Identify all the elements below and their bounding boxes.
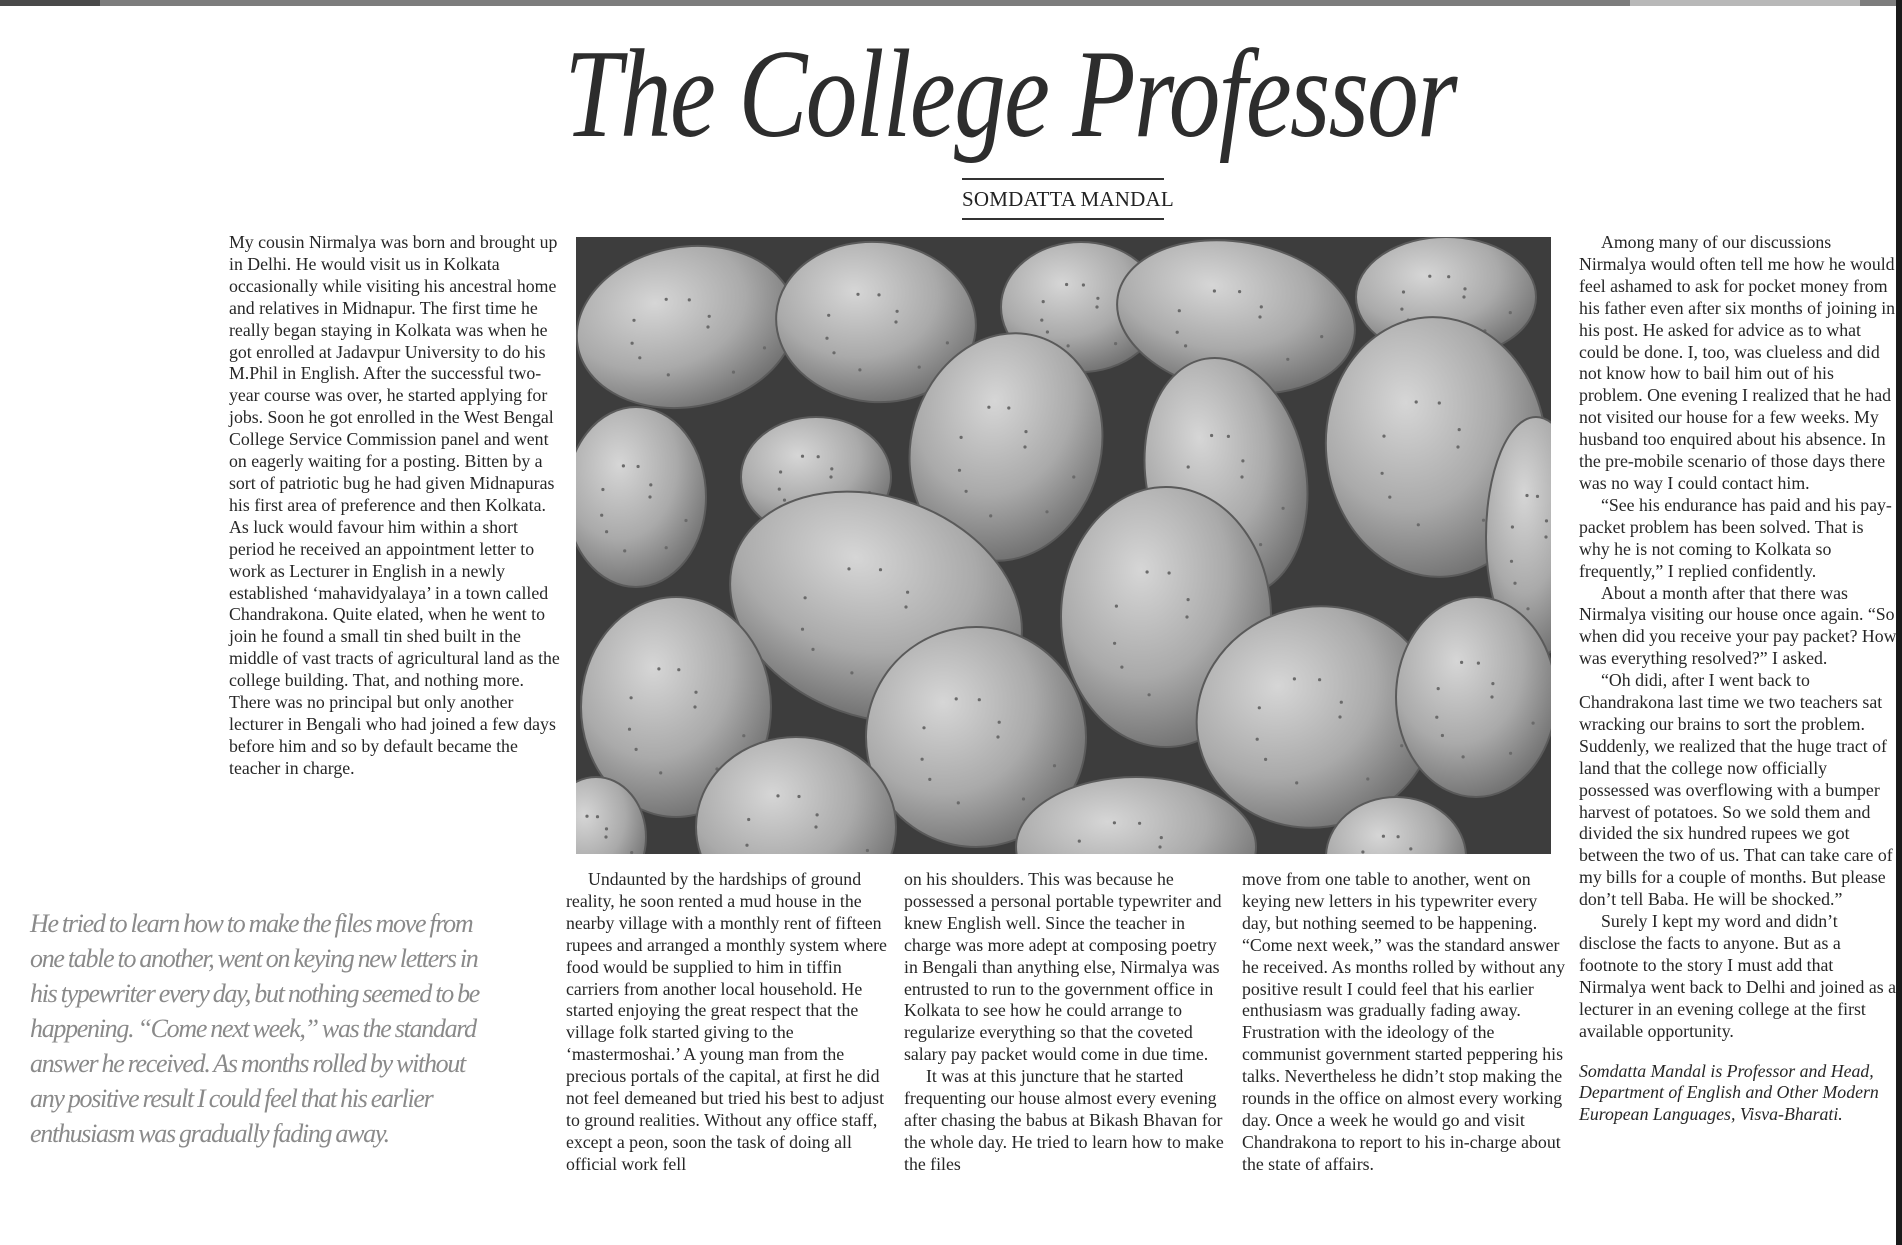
potato-eye — [706, 325, 709, 328]
potato-eye — [783, 499, 786, 502]
potato-eye — [1509, 752, 1512, 755]
top-bar-highlight — [1630, 0, 1860, 6]
potato-eye — [797, 795, 800, 798]
paragraph: on his shoulders. This was because he possessed a personal portable typewriter and knew English well. Since the teacher in charge was more adept at composing poetry in Bengali than anything else, Nirmalya was entrusted to run to the government office in Kolkata to see how he could arrange to regularize everything so that the coveted salary pay packet would come in due time. — [904, 869, 1222, 1065]
potato-eye — [600, 514, 603, 517]
potato-eye — [1511, 525, 1514, 528]
potato-eye — [1282, 507, 1285, 510]
potato-eye — [1240, 475, 1243, 478]
potato-eye — [928, 778, 931, 781]
potato-eye — [1320, 335, 1323, 338]
potato-eye — [605, 530, 608, 533]
potato-eye — [649, 483, 652, 486]
potato-eye — [1148, 693, 1151, 696]
article-column-3 — [904, 869, 1234, 1176]
potato-eye — [1258, 315, 1261, 318]
potato-eye — [732, 371, 735, 374]
potato-eye — [1388, 496, 1391, 499]
potato-eye — [778, 488, 781, 491]
potato-eye — [604, 835, 607, 838]
potato-eye — [1185, 615, 1188, 618]
potato-eye — [829, 475, 832, 478]
potato-eye — [804, 596, 807, 599]
potato-eye — [1238, 290, 1241, 293]
potato-eye — [1184, 344, 1187, 347]
potato-eye — [1460, 661, 1463, 664]
potato-eye — [1042, 300, 1045, 303]
potato-eye — [1338, 715, 1341, 718]
potato-eye — [659, 771, 662, 774]
potato-eye — [1509, 311, 1512, 314]
potato-eye — [1024, 430, 1027, 433]
potato-eye — [1438, 401, 1441, 404]
potato-eye — [1447, 275, 1450, 278]
potato-eye — [637, 465, 640, 468]
potato-eye — [832, 351, 835, 354]
potato-eye — [847, 567, 850, 570]
potato-eye — [1259, 543, 1262, 546]
potato-eye — [965, 490, 968, 493]
potato-eye — [1366, 777, 1369, 780]
potato-eye — [1286, 358, 1289, 361]
potato-eye — [1227, 435, 1230, 438]
potato-eye — [1095, 305, 1098, 308]
article-column-5 — [1579, 232, 1897, 1126]
potato-eye — [1400, 744, 1403, 747]
potato-eye — [638, 356, 641, 359]
potato-eye — [877, 293, 880, 296]
potato-eye — [879, 568, 882, 571]
potato-eye — [921, 758, 924, 761]
potato-eye — [1545, 519, 1548, 522]
potato-eye — [635, 748, 638, 751]
potato-eye — [906, 591, 909, 594]
potato-eye — [987, 406, 990, 409]
potato-eye — [998, 721, 1001, 724]
potato-eye — [1082, 283, 1085, 286]
author-bio: Somdatta Mandal is Professor and Head, Department of English and Other Modern European Languages, Visva-Bharati. — [1579, 1060, 1879, 1125]
potato-eye — [742, 734, 745, 737]
potato-eye — [1437, 687, 1440, 690]
potato-eye — [1544, 535, 1547, 538]
potato-eye — [1458, 428, 1461, 431]
paragraph: My cousin Nirmalya was born and brought up in Delhi. He would visit us in Kolkata occasionally while visiting his ancestral home and relatives in Midnapur. The first time he really began staying in Kolkata was when he got enrolled at Jadavpur University to do his M.Phil in English. After the successful two-year course was over, he started applying for jobs. Soon he got enrolled in the West Bengal College Service Commission panel and went on eagerly waiting for a posting. Bitten by a sort of patriotic bug he had given Midnapuras his first area of preference and then Kolkata. As luck would favour him within a short period he received an appointment letter to work as Lecturer in English in a newly established ‘mahavidyalaya’ in a town called Chandrakona. Quite elated, when he went to join he found a small tin shed built in the middle of vast tracts of agricultural land as the college building. That, and nothing more. There was no principal but only another lecturer in Bengali who had joined a few days before him and so by default became the teacher in charge. — [229, 232, 560, 778]
paragraph: Undaunted by the hardships of ground reality, he soon rented a mud house in the nearby village with a monthly rent of fifteen rupees and arranged a monthly system where food would be supplied to him in tiffin carriers from another local household. He started enjoying the great respect that the village folk started giving to the ‘mastermoshai.’ A young man from the precious portals of the capital, at first he did not feel demeaned but tried his best to adjust to ground realities. Without any office staff, except a peon, soon the task of doing all official work fell — [566, 869, 887, 1174]
potato-eye — [657, 667, 660, 670]
article-byline: SOMDATTA MANDAL — [962, 178, 1164, 220]
potato-eye — [1318, 678, 1321, 681]
potato — [576, 407, 706, 587]
potato-eye — [1210, 434, 1213, 437]
potato-eye — [1293, 677, 1296, 680]
potato-eye — [1213, 289, 1216, 292]
potato-eye — [1168, 571, 1171, 574]
potato-eye — [694, 691, 697, 694]
potato-eye — [801, 455, 804, 458]
potato-eye — [1023, 445, 1026, 448]
potato-eye — [955, 697, 958, 700]
potato-eye — [1536, 495, 1539, 498]
paragraph: “Oh didi, after I went back to Chandrakona last time we two teachers sat wracking our brains to sort the problem. Suddenly, we realized that the huge tract of land that the college now officially possessed was overflowing with a bumper harvest of potatoes. So we sold them and divided the six hundred rupees we got between the two of us. That can take care of my bills for a couple of months. But please don’t tell Baba. He will be shocked.” — [1579, 670, 1893, 910]
pull-quote: He tried to learn how to make the files move from one table to another, went on keying new letters in his typewriter every day, but nothing seemed to be happening. “Come next week,” was the standard answer he received. As months rolled by without any positive result I could feel that his earlier enthusiasm was gradually fading away. — [30, 909, 480, 1148]
potato-eye — [1007, 406, 1010, 409]
potato-eye — [623, 549, 626, 552]
potato-eye — [1397, 835, 1400, 838]
potato-eye — [1482, 519, 1485, 522]
potato-eye — [601, 488, 604, 491]
paragraph: Surely I kept my word and didn’t disclose the facts to anyone. But as a footnote to the story I must add that Nirmalya went back to Delhi and joined as a lecturer in an evening college at the first available opportunity. — [1579, 911, 1896, 1041]
potato-eye — [745, 844, 748, 847]
potato-eye — [648, 495, 651, 498]
potato-eye — [1402, 290, 1405, 293]
potato-eye — [1260, 305, 1263, 308]
potato-eye — [1491, 682, 1494, 685]
potato-eye — [677, 668, 680, 671]
potato-eye — [904, 605, 907, 608]
potato-eye — [763, 346, 766, 349]
potato-eye — [1340, 701, 1343, 704]
potato-eye — [1463, 287, 1466, 290]
potato-eye — [630, 696, 633, 699]
potato-eye — [856, 293, 859, 296]
potato-eye — [1415, 400, 1418, 403]
potato-eye — [665, 546, 668, 549]
potato-eye — [1120, 666, 1123, 669]
article-title: The College Professor — [564, 25, 1456, 164]
potato-eye — [1382, 435, 1385, 438]
paragraph: “See his endurance has paid and his pay-packet problem has been solved. That is why he is not coming to Kolkata so frequently,” I replied confidently. — [1579, 494, 1892, 581]
potato-eye — [957, 801, 960, 804]
potato-eye — [894, 320, 897, 323]
potato-eye — [801, 628, 804, 631]
potato-eye — [1115, 605, 1118, 608]
potato-eye — [816, 813, 819, 816]
potato-eye — [960, 436, 963, 439]
potato-eye — [1187, 598, 1190, 601]
potato-eye — [918, 366, 921, 369]
potato-eye — [866, 849, 869, 852]
paragraph: move from one table to another, went on keying new letters in his typewriter every day, but nothing seemed to be happening. “Come next week,” was the standard answer he received. As months rolled by without any positive result I could feel that his earlier enthusiasm was gradually fading away. Frustration with the ideology of the communist government started peppering his talks. Nevertheless he didn’t stop making the rounds in the office on almost every working day. Once a week he would go and visit Chandrakona to report to his in-charge about the state of affairs. — [1242, 869, 1565, 1174]
potato-eye — [747, 818, 750, 821]
potato-eye — [1513, 582, 1516, 585]
potato-eye — [896, 310, 899, 313]
potato-eye — [830, 467, 833, 470]
potato-eye — [1456, 445, 1459, 448]
potato-eye — [946, 341, 949, 344]
potato-eye — [1022, 797, 1025, 800]
potato-eye — [1176, 331, 1179, 334]
potato-eye — [1361, 850, 1364, 853]
paragraph: About a month after that there was Nirmalya visiting our house once again. “So when did you receive your pay packet? How was everything resolved?” I asked. — [1579, 582, 1897, 669]
potato-eye — [850, 671, 853, 674]
potato-eye — [1258, 706, 1261, 709]
potato-eye — [825, 337, 828, 340]
potato-eye — [1462, 755, 1465, 758]
potato-eye — [1160, 836, 1163, 839]
potato-eye — [1400, 308, 1403, 311]
potatoes-photo-graphic — [576, 237, 1551, 854]
potato-eye — [1382, 835, 1385, 838]
potato-eye — [1046, 330, 1049, 333]
potato-eye — [1256, 738, 1259, 741]
potato-eye — [1096, 297, 1099, 300]
potato-eye — [814, 825, 817, 828]
paragraph: Among many of our discussions Nirmalya would often tell me how he would feel ashamed to ask for pocket money from his father even after six months of joining in his post. He asked for advice as to what could be done. I, too, was clueless and did not know how to bail him out of his problem. One evening I realized that he had not visited our house for a few weeks. My husband too enquired about his absence. In the pre-mobile scenario of those days there was no way I could contact him. — [1579, 232, 1896, 493]
potato-eye — [922, 726, 925, 729]
article-column-2 — [566, 869, 898, 1176]
potato-eye — [665, 298, 668, 301]
paragraph: It was at this juncture that he started frequenting our house almost every evening after chasing the babus at Bikash Bhavan for the whole day. He tried to learn how to make the files — [904, 1066, 1224, 1174]
potato-eye — [1040, 319, 1043, 322]
potato-eye — [1510, 560, 1513, 563]
potato-eye — [1417, 523, 1420, 526]
potato-eye — [1409, 847, 1412, 850]
potato-eye — [632, 319, 635, 322]
potato-eye — [1067, 344, 1070, 347]
potato-eye — [1428, 275, 1431, 278]
potato-eye — [1072, 475, 1075, 478]
potato-eye — [1187, 465, 1190, 468]
potato-eye — [958, 469, 961, 472]
potato-eye — [1053, 764, 1056, 767]
potato-eye — [827, 314, 830, 317]
potato-eye — [708, 315, 711, 318]
potato-eye — [996, 735, 999, 738]
potato-eye — [811, 648, 814, 651]
potato-eye — [684, 519, 687, 522]
potato-eye — [1241, 459, 1244, 462]
potato-eye — [1441, 734, 1444, 737]
article-column-1 — [229, 232, 561, 780]
potato-eye — [1178, 309, 1181, 312]
potato-eye — [1113, 821, 1116, 824]
potato-eye — [1065, 283, 1068, 286]
top-bar — [0, 0, 1902, 6]
potato-eye — [1158, 845, 1161, 848]
potato-eye — [628, 728, 631, 731]
potato-eye — [1525, 494, 1528, 497]
potatoes-photo — [576, 237, 1551, 854]
potato-eye — [1114, 342, 1117, 345]
potato-eye — [1526, 607, 1529, 610]
potato-eye — [779, 470, 782, 473]
potato-eye — [978, 698, 981, 701]
potato-eye — [688, 298, 691, 301]
potato — [1396, 597, 1551, 797]
potato-eye — [605, 827, 608, 830]
potato-eye — [1295, 781, 1298, 784]
potato-eye — [1381, 472, 1384, 475]
potato-eye — [622, 464, 625, 467]
potato-eye — [989, 514, 992, 517]
potato-eye — [817, 455, 820, 458]
potato-eye — [1477, 662, 1480, 665]
potato-eye — [596, 815, 599, 818]
article-column-4 — [1242, 869, 1568, 1176]
potato-eye — [1078, 840, 1081, 843]
potato-eye — [631, 342, 634, 345]
potato-eye — [1138, 822, 1141, 825]
potato-eye — [1435, 716, 1438, 719]
top-bar-tab — [0, 0, 100, 6]
potato-eye — [1532, 722, 1535, 725]
potato-eye — [667, 373, 670, 376]
potato-eye — [858, 368, 861, 371]
potato-eye — [1146, 570, 1149, 573]
potato-eye — [776, 794, 779, 797]
potato-eye — [1113, 642, 1116, 645]
potato-eye — [1490, 695, 1493, 698]
potato-eye — [1462, 295, 1465, 298]
potato-eye — [1264, 758, 1267, 761]
potato-eye — [693, 705, 696, 708]
potato-eye — [1045, 510, 1048, 513]
potato-eye — [585, 815, 588, 818]
